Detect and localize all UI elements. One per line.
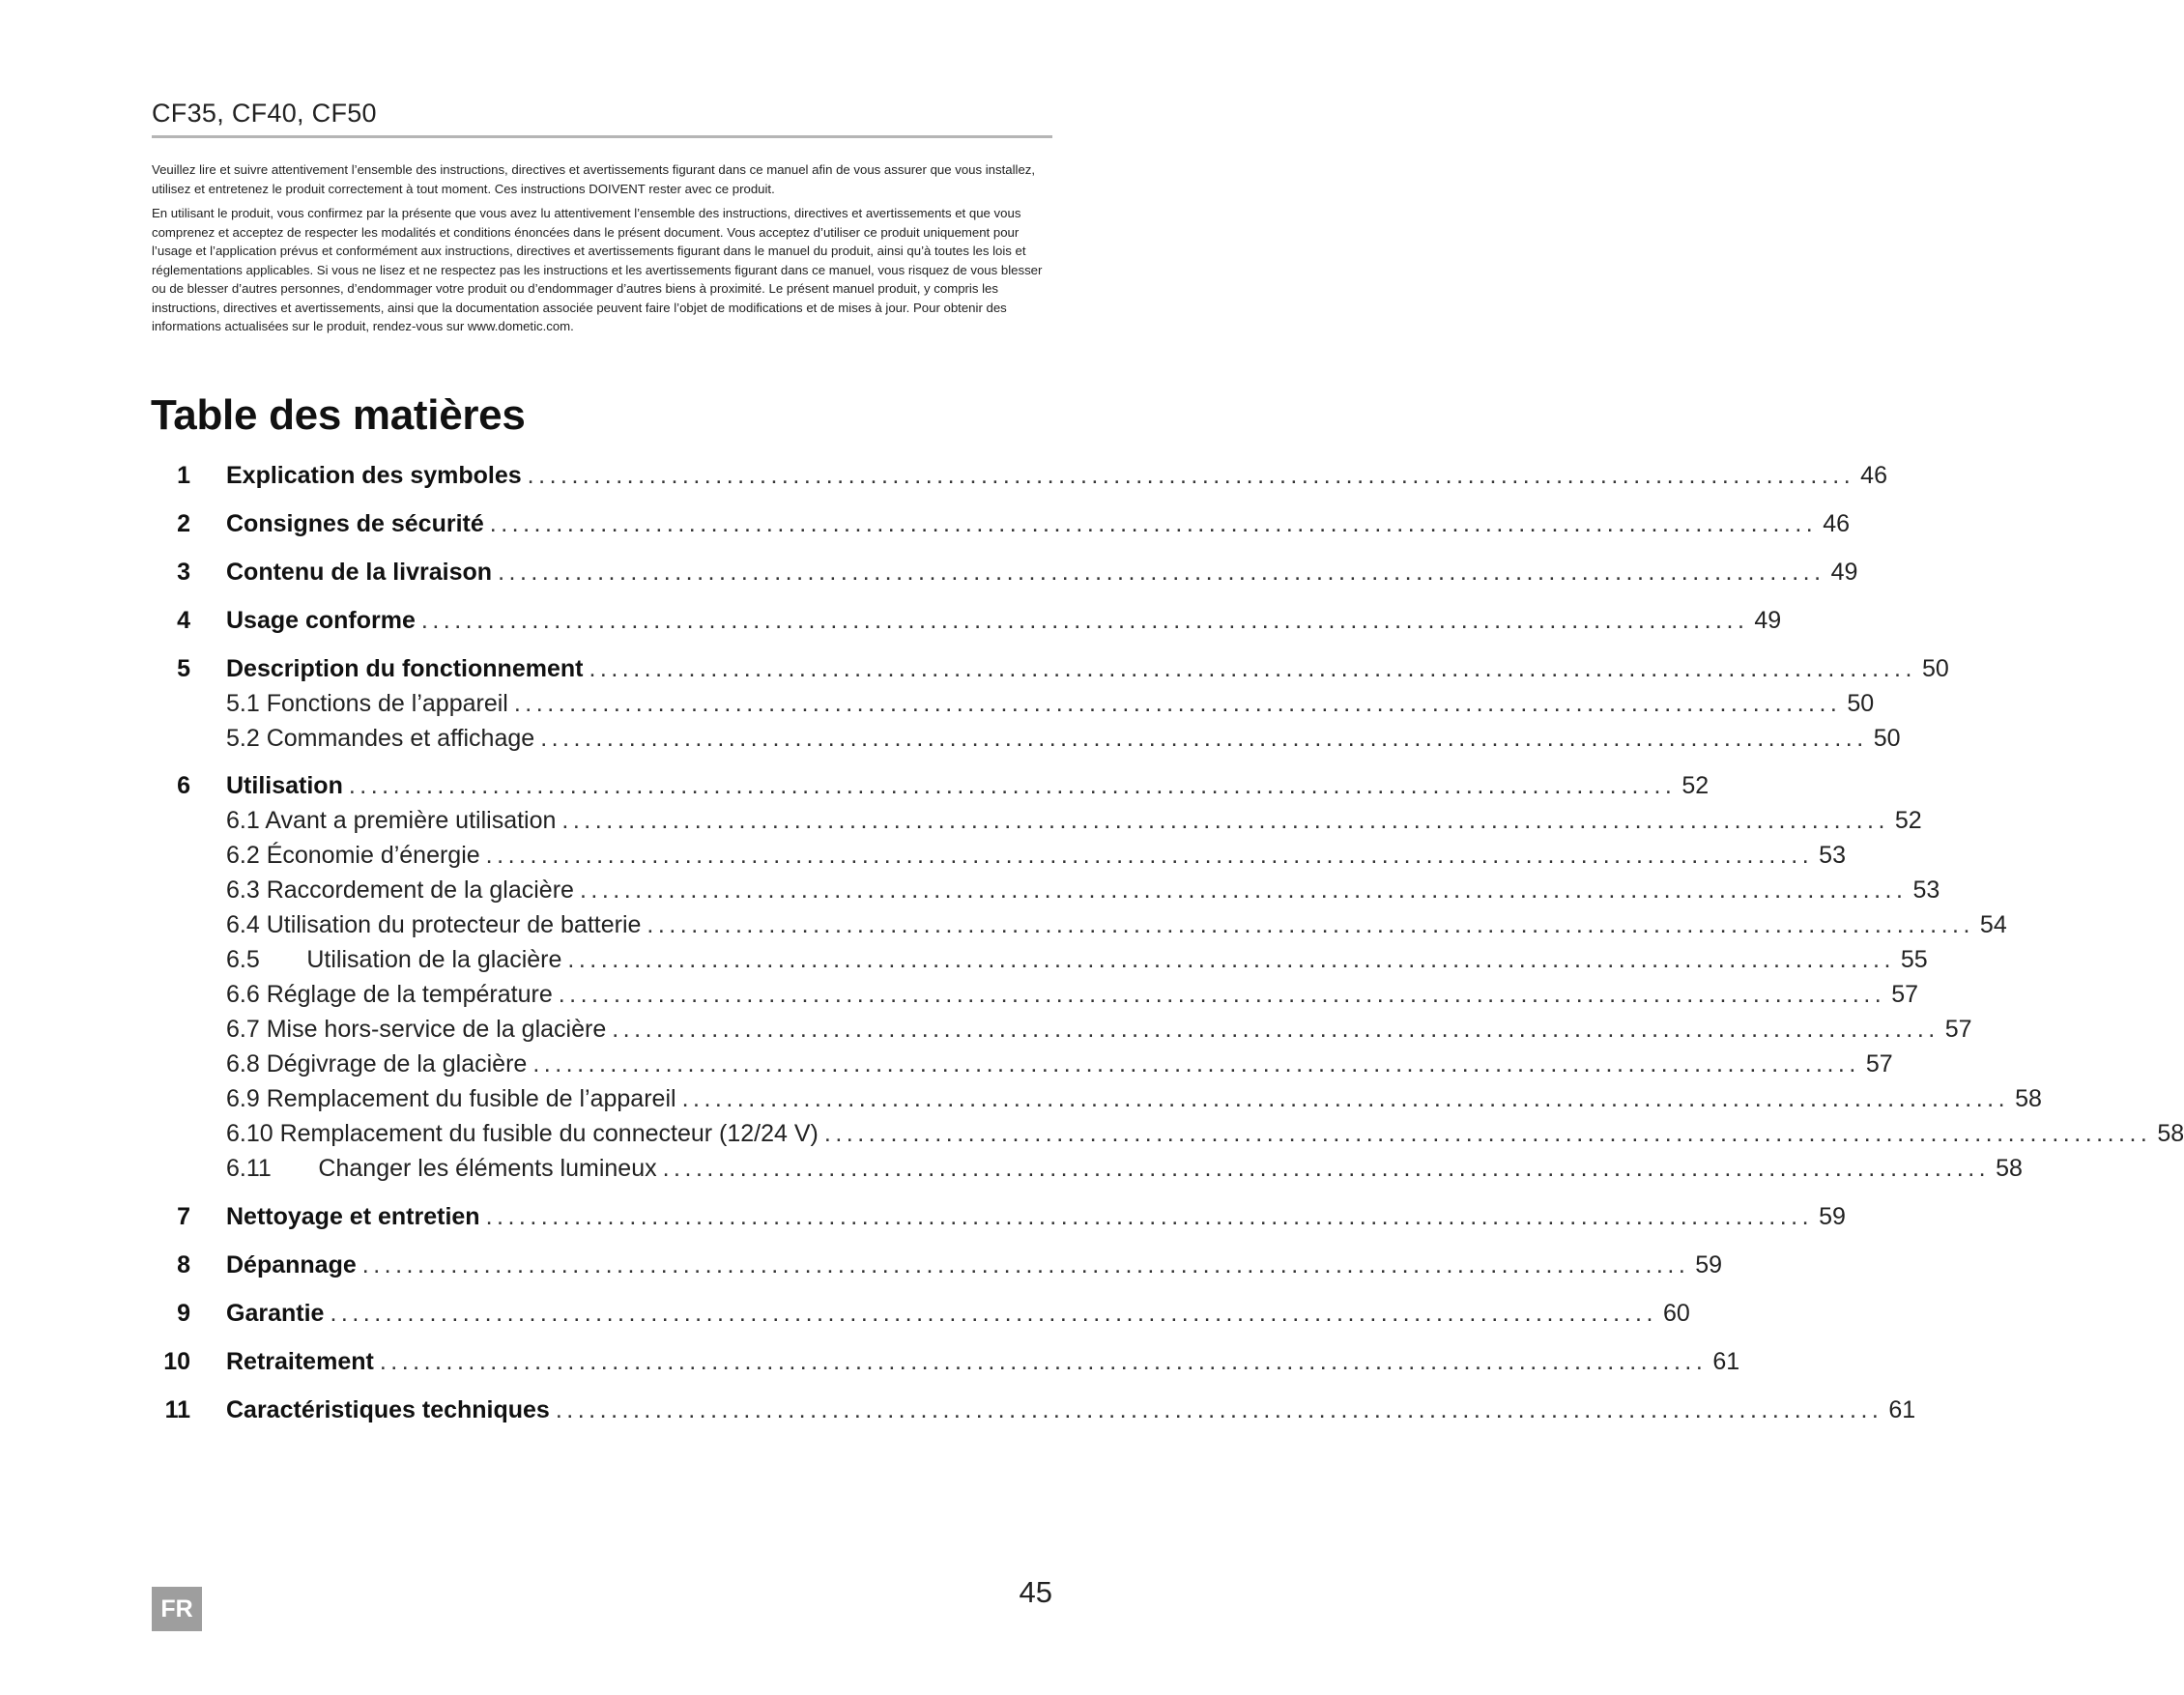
toc-entry-label: Dépannage bbox=[226, 1251, 357, 1278]
toc-entry-page: 55 bbox=[1900, 946, 1928, 973]
toc-entry-page: 54 bbox=[1979, 911, 2007, 938]
toc-entry[interactable] bbox=[163, 1348, 1740, 1383]
toc-entry-number: 7 bbox=[177, 1203, 190, 1230]
toc-entry[interactable] bbox=[177, 1251, 1723, 1286]
toc-subentry[interactable] bbox=[226, 725, 1901, 760]
toc-entry-page: 46 bbox=[1860, 462, 1887, 489]
intro-text bbox=[152, 160, 1052, 342]
toc-entry-label: Description du fonctionnement bbox=[226, 655, 584, 682]
toc-dot-leader: ........................................................................................................................ bbox=[579, 876, 1908, 904]
toc-entry-number: 3 bbox=[177, 559, 190, 586]
toc-subentry[interactable] bbox=[226, 1085, 2042, 1120]
toc-entry-page: 58 bbox=[2157, 1120, 2184, 1147]
toc-entry-label: 5.2 Commandes et affichage bbox=[226, 725, 535, 752]
toc-entry[interactable] bbox=[177, 1203, 1846, 1238]
toc-entry-page: 59 bbox=[1819, 1203, 1846, 1230]
toc-subentry[interactable] bbox=[226, 1155, 2023, 1190]
toc-entry-number: 5 bbox=[177, 655, 190, 682]
toc-entry-label: Usage conforme bbox=[226, 607, 416, 634]
toc-dot-leader: ........................................................................................................................ bbox=[330, 1300, 1657, 1327]
toc-entry[interactable] bbox=[164, 1396, 1916, 1431]
toc-entry-label: Caractéristiques techniques bbox=[226, 1396, 550, 1423]
toc-entry-page: 50 bbox=[1921, 655, 1949, 682]
toc-dot-leader: ........................................................................................................................ bbox=[379, 1348, 1708, 1375]
toc-entry-page: 49 bbox=[1830, 559, 1858, 586]
toc-entry-label: 6.7 Mise hors-service de la glacière bbox=[226, 1016, 607, 1043]
toc-entry-page: 52 bbox=[1681, 772, 1710, 799]
toc-entry[interactable] bbox=[177, 772, 1710, 807]
toc-entry-page: 46 bbox=[1823, 510, 1851, 537]
toc-entry-number: 1 bbox=[177, 462, 190, 489]
header-rule bbox=[152, 135, 1052, 138]
toc-entry[interactable] bbox=[177, 607, 1782, 642]
intro-paragraph-1: Veuillez lire et suivre attentivement l’ensemble des instructions, directives et avertissements figurant dans ce manuel afin de vous assurer que vous installez, utilisez et entretenez le produit correctement à tout moment. Ces instructions DOIVENT rester avec ce produit. bbox=[152, 162, 1036, 196]
toc-dot-leader: ........................................................................................................................ bbox=[558, 981, 1886, 1008]
toc-dot-leader: ........................................................................................................................ bbox=[647, 911, 1974, 938]
toc-entry-label: Garantie bbox=[226, 1300, 325, 1327]
toc-dot-leader: ........................................................................................................................ bbox=[489, 510, 1818, 537]
toc-dot-leader: ........................................................................................................................ bbox=[612, 1016, 1940, 1043]
toc-entry-page: 50 bbox=[1873, 725, 1901, 752]
toc-entry-label: Contenu de la livraison bbox=[226, 559, 493, 586]
toc-entry-label: Utilisation bbox=[226, 772, 343, 799]
toc-entry-page: 58 bbox=[1996, 1155, 2023, 1182]
toc-dot-leader: ........................................................................................................................ bbox=[681, 1085, 2010, 1112]
toc-entry-label: 6.5 Utilisation de la glacière bbox=[226, 946, 562, 973]
page-number: 45 bbox=[1019, 1575, 1052, 1609]
toc-entry[interactable] bbox=[177, 559, 1858, 593]
toc-dot-leader: ........................................................................................................................ bbox=[348, 772, 1677, 799]
toc-entry[interactable] bbox=[177, 1300, 1690, 1335]
toc-dot-leader: ........................................................................................................................ bbox=[589, 655, 1916, 682]
toc-entry-number: 4 bbox=[177, 607, 190, 634]
toc-dot-leader: ........................................................................................................................ bbox=[662, 1155, 1991, 1182]
toc-entry-number: 9 bbox=[177, 1300, 190, 1327]
toc-entry[interactable] bbox=[177, 510, 1851, 545]
toc-entry-page: 60 bbox=[1662, 1300, 1690, 1327]
toc-subentry[interactable] bbox=[226, 911, 2007, 946]
toc-entry-label: 6.3 Raccordement de la glacière bbox=[226, 876, 574, 904]
toc-entry-label: 6.8 Dégivrage de la glacière bbox=[226, 1050, 528, 1077]
toc-subentry[interactable] bbox=[226, 807, 1922, 842]
toc-entry-label: Consignes de sécurité bbox=[226, 510, 484, 537]
toc-dot-leader: ........................................................................................................................ bbox=[540, 725, 1868, 752]
toc-title: Table des matières bbox=[151, 391, 526, 439]
toc-subentry[interactable] bbox=[226, 690, 1875, 725]
toc-entry-page: 53 bbox=[1819, 842, 1846, 869]
language-badge: FR bbox=[152, 1587, 202, 1631]
toc-subentry[interactable] bbox=[226, 1016, 1972, 1050]
toc-dot-leader: ........................................................................................................................ bbox=[513, 690, 1842, 717]
toc-entry-page: 53 bbox=[1912, 876, 1940, 904]
toc-entry-page: 61 bbox=[1712, 1348, 1740, 1375]
toc-entry-page: 57 bbox=[1865, 1050, 1893, 1077]
toc-dot-leader: ........................................................................................................................ bbox=[823, 1120, 2152, 1147]
toc-entry-page: 58 bbox=[2015, 1085, 2042, 1112]
intro-paragraph-2: En utilisant le produit, vous confirmez par la présente que vous avez lu attentivement l’ensemble des instructions, directives et avertissements et que vous comprenez et acceptez de respecter les modalités et conditions énoncées dans le présent document. Vous acceptez d’utiliser ce produit uniquement pour l’usage et l’application prévus et conformément aux instructions, directives et avertissements figurant dans le manuel du produit, ainsi qu’à toutes les lois et réglementations applicables. Si vous ne lisez et ne respectez pas les instructions et les avertissements figurant dans ce manuel, vous risquez de vous blesser ou de blesser d’autres personnes, d’endommager votre produit ou d’endommager d’autres biens à proximité. Le présent manuel produit, y compris les instructions, directives et avertissements, ainsi que la documentation associée peuvent faire l’objet de modifications et de mises à jour. Pour obtenir des informations actualisées sur le produit, rendez-vous sur www.dometic.com. bbox=[152, 206, 1043, 333]
toc-entry[interactable] bbox=[177, 655, 1949, 690]
toc-entry-label: 6.2 Économie d’énergie bbox=[226, 842, 480, 869]
header-model: CF35, CF40, CF50 bbox=[152, 99, 377, 128]
toc-entry-page: 52 bbox=[1894, 807, 1922, 834]
toc-entry-page: 49 bbox=[1754, 607, 1782, 634]
toc-entry-number: 10 bbox=[163, 1348, 190, 1375]
toc-entry-number: 8 bbox=[177, 1251, 190, 1278]
toc-dot-leader: ........................................................................................................................ bbox=[561, 807, 1889, 834]
toc-subentry[interactable] bbox=[226, 876, 1940, 911]
toc-entry-page: 61 bbox=[1888, 1396, 1916, 1423]
toc-dot-leader: ........................................................................................................................ bbox=[485, 1203, 1814, 1230]
toc-dot-leader: ........................................................................................................................ bbox=[361, 1251, 1690, 1278]
toc-entry-page: 50 bbox=[1847, 690, 1875, 717]
toc-subentry[interactable] bbox=[226, 842, 1846, 876]
toc-entry-label: 6.6 Réglage de la température bbox=[226, 981, 553, 1008]
toc-entry-label: 5.1 Fonctions de l’appareil bbox=[226, 690, 508, 717]
toc-entry-number: 6 bbox=[177, 772, 190, 799]
toc-dot-leader: ........................................................................................................................ bbox=[567, 946, 1895, 973]
toc-dot-leader: ........................................................................................................................ bbox=[485, 842, 1814, 869]
toc-entry-label: 6.4 Utilisation du protecteur de batterie bbox=[226, 911, 642, 938]
toc-entry-page: 57 bbox=[1944, 1016, 1972, 1043]
toc-subentry[interactable] bbox=[226, 1120, 2184, 1155]
toc-subentry[interactable] bbox=[226, 1050, 1893, 1085]
toc-entry-label: 6.9 Remplacement du fusible de l’appareil bbox=[226, 1085, 676, 1112]
toc-dot-leader: ........................................................................................................................ bbox=[498, 559, 1825, 586]
toc-entry-label: Retraitement bbox=[226, 1348, 374, 1375]
toc-entry-label: 6.1 Avant a première utilisation bbox=[226, 807, 557, 834]
toc-entry-label: Nettoyage et entretien bbox=[226, 1203, 480, 1230]
toc-entry-page: 59 bbox=[1695, 1251, 1723, 1278]
toc-entry-label: Explication des symboles bbox=[226, 462, 522, 489]
toc-entry-number: 11 bbox=[164, 1396, 190, 1423]
toc-subentry[interactable] bbox=[226, 946, 1928, 981]
toc-dot-leader: ........................................................................................................................ bbox=[527, 462, 1855, 489]
toc-entry-label: 6.10 Remplacement du fusible du connecteur (12/24 V) bbox=[226, 1120, 819, 1147]
toc-entry[interactable] bbox=[177, 462, 1887, 497]
toc-entry-number: 2 bbox=[177, 510, 190, 537]
toc-dot-leader: ........................................................................................................................ bbox=[555, 1396, 1883, 1423]
toc-dot-leader: ........................................................................................................................ bbox=[420, 607, 1749, 634]
toc-entry-page: 57 bbox=[1891, 981, 1919, 1008]
toc-entry-label: 6.11 Changer les éléments lumineux bbox=[226, 1155, 657, 1182]
toc-subentry[interactable] bbox=[226, 981, 1919, 1016]
toc-dot-leader: ........................................................................................................................ bbox=[532, 1050, 1860, 1077]
